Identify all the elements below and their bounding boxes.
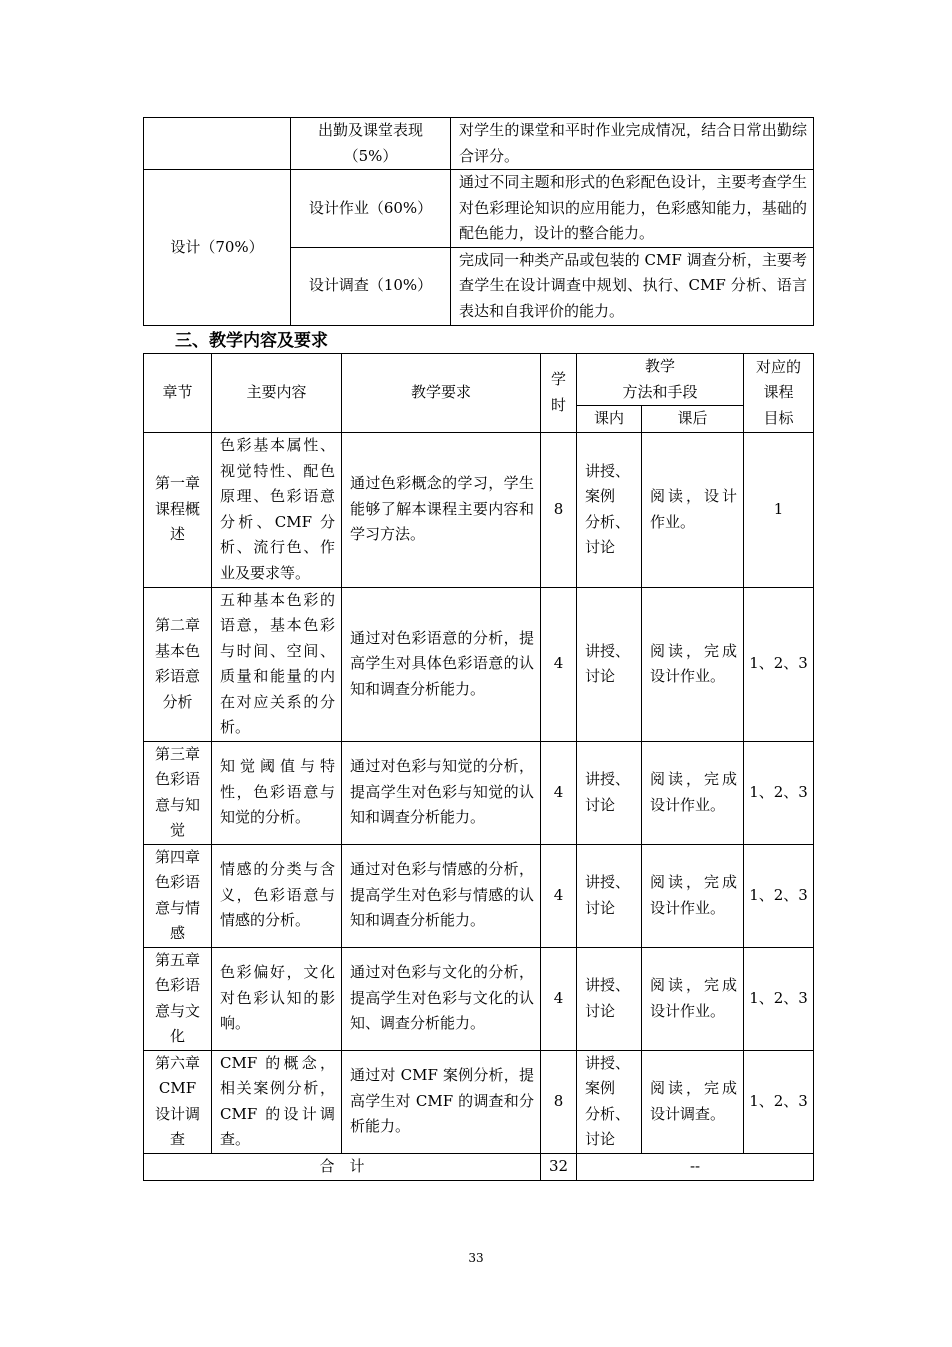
description-cell: 对学生的课堂和平时作业完成情况，结合日常出勤综合评分。	[451, 118, 814, 170]
content-cell: 色彩基本属性、视觉特性、配色原理、色彩语意分析、CMF 分析、流行色、作业及要求等。	[212, 432, 342, 587]
objective-cell: 1、2、3	[744, 1050, 814, 1153]
requirement-cell: 通过对色彩与情感的分析，提高学生对色彩与情感的认知和调查分析能力。	[342, 844, 541, 947]
chapter-cell: 第五章 色彩语 意与文 化	[144, 947, 212, 1050]
table-row	[144, 170, 814, 248]
table-row	[144, 844, 814, 947]
table-row	[144, 432, 814, 587]
assessment-table	[143, 117, 814, 326]
description-cell: 通过不同主题和形式的色彩配色设计，主要考查学生对色彩理论知识的应用能力，色彩感知能力，基础的配色能力，设计的整合能力。	[451, 170, 814, 248]
chapter-cell: 第四章 色彩语 意与情 感	[144, 844, 212, 947]
header-methods: 教学 方法和手段	[577, 354, 744, 406]
hours-cell: 4	[541, 587, 577, 741]
content-cell: 五种基本色彩的语意，基本色彩与时间、空间、质量和能量的内在对应关系的分析。	[212, 587, 342, 741]
content-cell: CMF 的概念，相关案例分析，CMF 的设计调查。	[212, 1050, 342, 1153]
after-class-cell: 阅读，完成设计作业。	[642, 741, 744, 844]
objective-cell: 1、2、3	[744, 947, 814, 1050]
hours-cell: 4	[541, 947, 577, 1050]
category-cell: 设计（70%）	[144, 170, 291, 326]
page-number: 33	[468, 1251, 484, 1265]
item-cell: 设计作业（60%）	[291, 170, 451, 248]
table-row	[144, 1050, 814, 1153]
header-requirement: 教学要求	[342, 354, 541, 433]
chapter-cell: 第一章 课程概 述	[144, 432, 212, 587]
table-row	[144, 118, 814, 170]
hours-cell: 8	[541, 432, 577, 587]
table-row	[144, 741, 814, 844]
header-content: 主要内容	[212, 354, 342, 433]
header-after-class: 课后	[642, 406, 744, 433]
chapter-cell: 第六章 CMF 设计调 查	[144, 1050, 212, 1153]
category-cell	[144, 118, 291, 170]
total-rest: --	[577, 1153, 814, 1180]
in-class-cell: 讲授、 讨论	[577, 947, 642, 1050]
section-heading: 三、教学内容及要求	[175, 331, 328, 351]
header-objective: 对应的 课程 目标	[744, 354, 814, 433]
content-cell: 情感的分类与含义，色彩语意与情感的分析。	[212, 844, 342, 947]
total-label: 合 计	[144, 1153, 541, 1180]
after-class-cell: 阅读，完成设计作业。	[642, 844, 744, 947]
header-row	[144, 354, 814, 406]
requirement-cell: 通过对色彩语意的分析，提高学生对具体色彩语意的认知和调查分析能力。	[342, 587, 541, 741]
description-cell: 完成同一种类产品或包装的 CMF 调查分析，主要考查学生在设计调查中规划、执行、CMF 分析、语言表达和自我评价的能力。	[451, 247, 814, 325]
table-row	[144, 587, 814, 741]
item-cell: 设计调查（10%）	[291, 247, 451, 325]
after-class-cell: 阅读，完成设计调查。	[642, 1050, 744, 1153]
in-class-cell: 讲授、 讨论	[577, 741, 642, 844]
objective-cell: 1	[744, 432, 814, 587]
after-class-cell: 阅读，完成设计作业。	[642, 947, 744, 1050]
objective-cell: 1、2、3	[744, 844, 814, 947]
table-row	[144, 947, 814, 1050]
header-chapter: 章节	[144, 354, 212, 433]
requirement-cell: 通过对色彩与知觉的分析，提高学生对色彩与知觉的认知和调查分析能力。	[342, 741, 541, 844]
chapter-cell: 第三章 色彩语 意与知 觉	[144, 741, 212, 844]
after-class-cell: 阅读，完成设计作业。	[642, 587, 744, 741]
hours-cell: 4	[541, 741, 577, 844]
item-cell: 出勤及课堂表现 （5%）	[291, 118, 451, 170]
header-hours: 学 时	[541, 354, 577, 433]
chapter-cell: 第二章 基本色 彩语意 分析	[144, 587, 212, 741]
requirement-cell: 通过对 CMF 案例分析，提高学生对 CMF 的调查和分析能力。	[342, 1050, 541, 1153]
header-in-class: 课内	[577, 406, 642, 433]
after-class-cell: 阅读，设计作业。	[642, 432, 744, 587]
hours-cell: 8	[541, 1050, 577, 1153]
in-class-cell: 讲授、 案例 分析、 讨论	[577, 1050, 642, 1153]
in-class-cell: 讲授、 案例 分析、 讨论	[577, 432, 642, 587]
content-cell: 知觉阈值与特性，色彩语意与知觉的分析。	[212, 741, 342, 844]
requirement-cell: 通过对色彩与文化的分析，提高学生对色彩与文化的认知、调查分析能力。	[342, 947, 541, 1050]
requirement-cell: 通过色彩概念的学习，学生能够了解本课程主要内容和学习方法。	[342, 432, 541, 587]
total-hours: 32	[541, 1153, 577, 1180]
objective-cell: 1、2、3	[744, 587, 814, 741]
content-table	[143, 353, 814, 1181]
in-class-cell: 讲授、 讨论	[577, 587, 642, 741]
objective-cell: 1、2、3	[744, 741, 814, 844]
hours-cell: 4	[541, 844, 577, 947]
in-class-cell: 讲授、 讨论	[577, 844, 642, 947]
content-cell: 色彩偏好，文化对色彩认知的影响。	[212, 947, 342, 1050]
total-row	[144, 1153, 814, 1180]
